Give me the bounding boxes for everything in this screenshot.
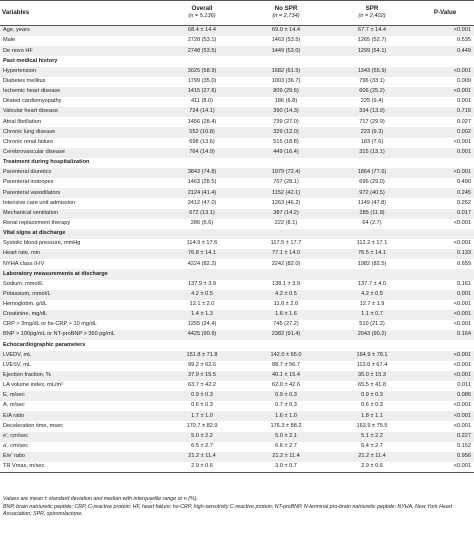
row-no-spr-value: 6.6 ± 2.7 [275, 443, 297, 450]
row-no-spr-value: 5.0 ± 2.1 [275, 432, 297, 439]
row-p-value: 0.086 [457, 392, 471, 399]
table-row [0, 452, 474, 462]
row-p-value: 0.001 [457, 98, 471, 105]
row-variable-name: Laboratory measurements at discharge [3, 270, 108, 277]
row-overall-value: 0.6 ± 0.3 [191, 402, 213, 409]
row-variable-name: LA volume index, mL/m² [3, 382, 64, 389]
row-spr-value [328, 56, 416, 66]
row-overall-value: 37.9 ± 15.5 [188, 372, 216, 379]
row-spr-value: 1299 (54.1) [357, 47, 387, 54]
header-variables: Variables [2, 8, 30, 16]
table-row [0, 77, 474, 87]
row-spr-value: 0.6 ± 0.3 [361, 402, 383, 409]
row-spr-value: 2043 (90.2) [357, 331, 387, 338]
section-header-row [0, 56, 474, 66]
row-no-spr-value [244, 269, 328, 279]
row-spr-value: 163.9 ± 75.5 [356, 422, 388, 429]
row-overall-value: 114.9 ± 17.6 [186, 240, 218, 247]
row-no-spr-value: 142.0 ± 65.0 [270, 351, 302, 358]
row-variable-name: Ischemic heart disease [3, 88, 61, 95]
row-spr-value: 1982 (82.5) [357, 260, 387, 267]
row-no-spr-value: 739 (27.0) [273, 118, 299, 125]
row-p-value [416, 56, 474, 66]
row-variable-name: Dilated cardiomyopathy [3, 98, 62, 105]
row-no-spr-value: 449 (16.4) [273, 148, 299, 155]
row-variable-name: CRP > 3mg/dL or hs-CRP > 10 mg/dL [3, 321, 97, 328]
row-overall-value: 724 (14.1) [189, 108, 215, 115]
header-p-value: P-Value [433, 8, 457, 16]
row-spr-value: 225 (9.4) [360, 98, 384, 105]
row-p-value: 0.252 [457, 199, 471, 206]
row-no-spr-value: 1152 (42.1) [271, 189, 301, 196]
table-row [0, 127, 474, 137]
row-overall-value: 2748 (53.5) [187, 47, 217, 54]
row-variable-name: TR Vmax, m/sec [3, 463, 45, 470]
row-no-spr-value [244, 158, 328, 168]
row-variable-name: LVESV, mL [3, 361, 31, 368]
table-row [0, 249, 474, 259]
row-no-spr-value: 809 (29.6) [273, 88, 299, 95]
row-overall-value: 137.9 ± 3.9 [188, 280, 216, 287]
row-variable-name: Parenteral vasodilators [3, 189, 61, 196]
table-header [0, 1, 474, 26]
header-no-spr [244, 1, 328, 26]
row-no-spr-value: 88.7 ± 56.7 [272, 361, 300, 368]
row-variable-name: Systolic blood pressure, mmHg [3, 240, 81, 247]
table-row [0, 391, 474, 401]
footnote-values: Values are mean ± standard deviation and median with interquartile range or n (%). [3, 496, 198, 502]
row-spr-value: 76.5 ± 14.1 [358, 250, 386, 257]
row-no-spr-value: 21.2 ± 11.4 [272, 453, 300, 460]
row-no-spr-value: 1463 (53.5) [271, 37, 301, 44]
row-no-spr-value: 329 (12.0) [273, 128, 299, 135]
row-p-value: <0.001 [453, 219, 471, 226]
table-row [0, 290, 474, 300]
row-overall-value: 1255 (24.4) [187, 321, 217, 328]
row-no-spr-value: 186 (6.8) [274, 98, 298, 105]
row-p-value: 0.245 [457, 189, 471, 196]
table-row [0, 330, 474, 340]
row-overall-value: 3843 (74.8) [187, 169, 217, 176]
table-row [0, 138, 474, 148]
row-spr-value: 6.4 ± 2.7 [361, 443, 383, 450]
row-overall-value: 1.4 ± 1.3 [191, 311, 213, 318]
row-p-value: 0.009 [457, 77, 471, 84]
row-overall-value: 2124 (41.4) [187, 189, 217, 196]
row-overall-value [160, 340, 244, 350]
row-overall-value: 1463 (28.5) [187, 179, 217, 186]
row-no-spr-value: 767 (28.1) [273, 179, 299, 186]
row-spr-value: 1265 (52.7) [357, 37, 387, 44]
table-row [0, 442, 474, 452]
row-overall-value: 4.2 ± 0.5 [191, 290, 213, 297]
header-row [0, 1, 474, 26]
row-variable-name: E/e' ratio [3, 453, 25, 460]
row-overall-value [160, 229, 244, 239]
header-spr [328, 1, 416, 26]
row-variable-name: Echocardiographic parameters [3, 341, 86, 348]
row-no-spr-value: 387 (14.2) [273, 209, 299, 216]
row-p-value: 0.449 [457, 47, 471, 54]
row-no-spr-value: 222 (8.1) [274, 219, 298, 226]
row-p-value: <0.001 [453, 463, 471, 470]
row-overall-value [160, 269, 244, 279]
row-spr-value: 113.0 ± 67.4 [356, 361, 388, 368]
row-no-spr-value: 176.3 ± 88.2 [270, 422, 302, 429]
row-variable-name: NYHA class II-IV [3, 260, 45, 267]
table-row [0, 462, 474, 473]
table-row [0, 178, 474, 188]
row-no-spr-value: 117.5 ± 17.7 [270, 240, 302, 247]
row-p-value: 0.535 [457, 37, 471, 44]
table-row [0, 209, 474, 219]
table-row [0, 300, 474, 310]
row-overall-value: 1456 (28.4) [187, 118, 217, 125]
row-variable-name: Creatinine, mg/dL [3, 311, 48, 318]
row-overall-value [160, 56, 244, 66]
row-p-value: <0.001 [453, 351, 471, 358]
row-variable-name: Treatment during hospitalization [3, 159, 90, 166]
row-no-spr-value: 0.7 ± 0.3 [275, 402, 297, 409]
row-variable-name: E, m/sec [3, 392, 25, 399]
row-spr-value: 4.2 ± 0.5 [361, 290, 383, 297]
row-p-value: <0.001 [453, 169, 471, 176]
row-no-spr-value: 77.1 ± 14.0 [272, 250, 300, 257]
row-no-spr-value: 745 (27.2) [273, 321, 299, 328]
row-p-value: <0.001 [453, 372, 471, 379]
row-spr-value: 183 (7.6) [360, 138, 384, 145]
section-header-row [0, 269, 474, 279]
row-overall-value: 170.7 ± 82.9 [186, 422, 218, 429]
row-variable-name: Valvular heart disease [3, 108, 58, 115]
row-no-spr-value: 138.1 ± 3.9 [272, 280, 300, 287]
row-p-value: 0.011 [457, 382, 471, 389]
row-p-value: 0.161 [457, 280, 471, 287]
header-overall [160, 1, 244, 26]
header-spr-label: SPR [365, 5, 379, 13]
row-variable-name: Heart rate, min [3, 250, 40, 257]
row-variable-name: Atrial fibrillation [3, 118, 41, 125]
row-spr-value: 696 (29.0) [359, 179, 385, 186]
row-spr-value: 334 (13.9) [359, 108, 385, 115]
row-no-spr-value: 4.2 ± 0.5 [275, 290, 297, 297]
row-overall-value: 1799 (35.0) [187, 77, 217, 84]
row-overall-value: 411 (8.0) [191, 98, 213, 105]
row-p-value: <0.001 [453, 301, 471, 308]
row-overall-value: 698 (13.6) [189, 138, 215, 145]
row-p-value: <0.001 [453, 67, 471, 74]
table-row [0, 87, 474, 97]
row-overall-value: 1415 (27.6) [187, 88, 217, 95]
row-no-spr-value: 390 (14.3) [273, 108, 299, 115]
row-no-spr-value: 40.1 ± 15.4 [272, 372, 300, 379]
row-variable-name: Sodium, mmol/L [3, 280, 44, 287]
row-variable-name: Potassium, mmol/L [3, 290, 51, 297]
header-overall-label: Overall [191, 5, 213, 13]
row-variable-name: Cerebrovascular disease [3, 148, 65, 155]
row-spr-value: 717 (29.9) [359, 118, 385, 125]
row-variable-name: Past medical history [3, 57, 58, 64]
row-p-value: <0.001 [453, 311, 471, 318]
row-no-spr-value: 2242 (82.0) [271, 260, 301, 267]
table-row [0, 351, 474, 361]
row-overall-value: 2728 (53.1) [187, 37, 217, 44]
row-spr-value: 35.0 ± 15.3 [358, 372, 386, 379]
row-overall-value: 3025 (58.9) [187, 67, 217, 74]
row-variable-name: Parenteral inotropes [3, 179, 54, 186]
table-row [0, 117, 474, 127]
table-row [0, 411, 474, 421]
row-spr-value: 112.2 ± 17.1 [356, 240, 388, 247]
row-p-value: 0.659 [457, 260, 471, 267]
row-variable-name: Hemoglobin, g/dL [3, 301, 47, 308]
table-row [0, 310, 474, 320]
row-spr-value [328, 340, 416, 350]
row-spr-value: 2.9 ± 0.6 [361, 463, 383, 470]
row-p-value [416, 229, 474, 239]
row-no-spr-value: 2382 (91.4) [271, 331, 301, 338]
row-spr-value: 315 (13.1) [359, 148, 385, 155]
table-row [0, 148, 474, 158]
row-no-spr-value: 11.6 ± 2.0 [273, 301, 299, 308]
row-variable-name: Renal replacement therapy [3, 219, 71, 226]
row-variable-name: Hypertension [3, 67, 36, 74]
row-p-value: 0.133 [457, 250, 471, 257]
row-p-value: <0.001 [453, 321, 471, 328]
row-overall-value: 76.8 ± 14.1 [188, 250, 216, 257]
row-variable-name: Male [3, 37, 16, 44]
row-variable-name: Chronic renal failure [3, 138, 54, 145]
row-spr-value [328, 158, 416, 168]
row-p-value: 0.002 [457, 128, 471, 135]
row-overall-value [160, 158, 244, 168]
row-no-spr-value: 1003 (36.7) [271, 77, 301, 84]
row-spr-value [328, 229, 416, 239]
table-row [0, 188, 474, 198]
row-spr-value: 1149 (47.8) [357, 199, 387, 206]
row-p-value: 0.017 [457, 209, 471, 216]
table-row [0, 432, 474, 442]
row-variable-name: Parenteral diuretics [3, 169, 52, 176]
row-p-value: 0.001 [457, 290, 471, 297]
row-spr-value: 606 (25.2) [359, 88, 385, 95]
row-overall-value: 4224 (82.2) [187, 260, 217, 267]
row-variable-name: Ejection fraction, % [3, 372, 51, 379]
row-no-spr-value: 1979 (72.4) [271, 169, 301, 176]
row-no-spr-value [244, 340, 328, 350]
row-p-value [416, 340, 474, 350]
row-spr-value: 0.9 ± 0.3 [361, 392, 383, 399]
row-spr-value: 1343 (55.9) [357, 67, 387, 74]
row-p-value: <0.001 [453, 240, 471, 247]
row-p-value: 0.001 [457, 148, 471, 155]
row-p-value: <0.001 [453, 412, 471, 419]
row-spr-value: 5.1 ± 2.2 [361, 432, 383, 439]
row-no-spr-value: 1682 (61.5) [271, 67, 301, 74]
row-no-spr-value: 1.6 ± 1.0 [275, 412, 297, 419]
row-variable-name: Diabetes mellitus [3, 77, 46, 84]
row-variable-name: LVEDV, mL [3, 351, 32, 358]
row-variable-name: Age, years [3, 27, 30, 34]
row-p-value: 0.956 [457, 453, 471, 460]
row-overall-value: 4425 (90.9) [187, 331, 217, 338]
row-variable-name: Mechanical ventilation [3, 209, 59, 216]
row-spr-value: 67.7 ± 14.4 [358, 27, 386, 34]
table-row [0, 36, 474, 46]
row-variable-name: Intensive care unit admission [3, 199, 76, 206]
table-row [0, 381, 474, 391]
row-overall-value: 672 (13.1) [189, 209, 215, 216]
row-variable-name: E/A ratio [3, 412, 25, 419]
footnote-abbreviations: BNP, brain natriuretic peptide; CRP, C-reactive protein; HF, heart failure; hs-CRP, high-sensitivity C-reactive protein; NT-proBNP, N-terminal pro-brain natriuretic peptide; NYHA, New York Heart Association; SPR, spironolactone. [3, 503, 453, 518]
table-row [0, 67, 474, 77]
table-row [0, 401, 474, 411]
table-row [0, 239, 474, 249]
section-header-row [0, 340, 474, 350]
table-row [0, 168, 474, 178]
row-spr-value: 164.9 ± 78.1 [356, 351, 388, 358]
row-p-value: 0.164 [457, 331, 471, 338]
row-p-value: <0.001 [453, 88, 471, 95]
row-spr-value: 65.5 ± 41.8 [358, 382, 386, 389]
table-row [0, 371, 474, 381]
row-overall-value: 6.5 ± 2.7 [191, 443, 213, 450]
row-p-value: 0.227 [457, 432, 471, 439]
row-no-spr-value: 0.9 ± 0.3 [275, 392, 297, 399]
row-overall-value: 68.4 ± 14.4 [188, 27, 216, 34]
row-p-value: <0.001 [453, 361, 471, 368]
table-row [0, 259, 474, 269]
table-row [0, 320, 474, 330]
row-variable-name: a', cm/sec [3, 443, 29, 450]
row-spr-value: 137.7 ± 4.0 [358, 280, 386, 287]
row-no-spr-value: 62.0 ± 42.6 [272, 382, 300, 389]
row-variable-name: Chronic lung disease [3, 128, 56, 135]
row-p-value: <0.001 [453, 422, 471, 429]
table-row [0, 107, 474, 117]
row-overall-value: 2412 (47.0) [187, 199, 217, 206]
row-variable-name: Deceleration time, msec [3, 422, 63, 429]
row-spr-value: 1864 (77.6) [357, 169, 387, 176]
row-p-value: 0.152 [457, 443, 471, 450]
row-p-value: <0.001 [453, 27, 471, 34]
row-spr-value: 285 (11.9) [359, 209, 385, 216]
row-spr-value: 64 (2.7) [362, 219, 382, 226]
row-p-value: <0.001 [453, 402, 471, 409]
header-overall-n: (n = 5,136) [188, 13, 216, 20]
row-overall-value: 151.8 ± 71.8 [186, 351, 218, 358]
row-overall-value: 12.1 ± 2.0 [189, 301, 215, 308]
row-variable-name: A, m/sec [3, 402, 25, 409]
row-no-spr-value: 3.0 ± 0.7 [275, 463, 297, 470]
row-p-value: 0.490 [457, 179, 471, 186]
row-overall-value: 99.2 ± 62.6 [188, 361, 216, 368]
row-spr-value [328, 269, 416, 279]
table-row [0, 198, 474, 208]
table-row [0, 219, 474, 229]
row-overall-value: 1.7 ± 1.0 [191, 412, 213, 419]
row-spr-value: 21.2 ± 11.4 [358, 453, 386, 460]
section-header-row [0, 158, 474, 168]
row-p-value: 0.027 [457, 118, 471, 125]
row-spr-value: 510 (21.2) [359, 321, 385, 328]
table-row [0, 26, 474, 37]
header-spr-n: (n = 2,402) [358, 13, 386, 20]
row-no-spr-value: 1449 (53.0) [271, 47, 301, 54]
row-variable-name: e', cm/sec [3, 432, 29, 439]
row-no-spr-value [244, 229, 328, 239]
row-overall-value: 0.9 ± 0.3 [191, 392, 213, 399]
row-overall-value: 63.7 ± 42.2 [188, 382, 216, 389]
table-footnotes [3, 496, 471, 519]
row-no-spr-value: 1263 (46.2) [271, 199, 301, 206]
row-no-spr-value: 1.6 ± 1.6 [275, 311, 297, 318]
row-spr-value: 1.8 ± 1.1 [361, 412, 383, 419]
header-no-spr-n: (n = 2,734) [272, 13, 300, 20]
header-no-spr-label: No SPR [274, 5, 298, 13]
row-overall-value: 552 (10.8) [189, 128, 215, 135]
row-variable-name: Vital signs at discharge [3, 230, 66, 237]
row-spr-value: 972 (40.5) [359, 189, 385, 196]
row-p-value [416, 269, 474, 279]
row-no-spr-value [244, 56, 328, 66]
table-row [0, 280, 474, 290]
row-variable-name: De novo HF [3, 47, 33, 54]
row-spr-value: 1.1 ± 0.7 [361, 311, 383, 318]
table-body [0, 26, 474, 473]
row-overall-value: 2.9 ± 0.6 [191, 463, 213, 470]
row-overall-value: 5.0 ± 2.2 [191, 432, 213, 439]
row-spr-value: 223 (9.3) [360, 128, 384, 135]
row-no-spr-value: 69.0 ± 14.4 [272, 27, 300, 34]
row-overall-value: 21.2 ± 11.4 [188, 453, 216, 460]
row-p-value: 0.716 [457, 108, 471, 115]
table-row [0, 46, 474, 56]
row-p-value: <0.001 [453, 138, 471, 145]
row-spr-value: 796 (33.1) [359, 77, 385, 84]
row-no-spr-value: 515 (18.8) [273, 138, 299, 145]
row-overall-value: 764 (14.9) [189, 148, 215, 155]
row-variable-name: BNP > 100pg/mL or NT-proBNP > 360 pg/mL [3, 331, 115, 338]
row-overall-value: 286 (5.6) [190, 219, 214, 226]
row-p-value [416, 158, 474, 168]
table-row [0, 421, 474, 431]
table-row [0, 361, 474, 371]
section-header-row [0, 229, 474, 239]
table-row [0, 97, 474, 107]
row-spr-value: 12.7 ± 1.9 [359, 301, 385, 308]
